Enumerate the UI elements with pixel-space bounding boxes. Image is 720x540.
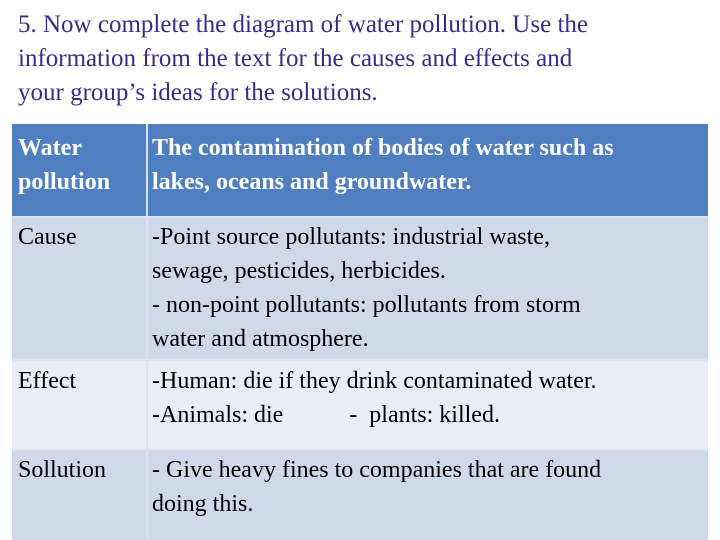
table-row-cause xyxy=(12,218,708,359)
definition-line-2: lakes, oceans and groundwater. xyxy=(152,169,472,195)
solution-label xyxy=(12,451,146,540)
cause-label-text: Cause xyxy=(18,224,77,250)
solution-line-1: - Give heavy fines to companies that are found xyxy=(152,457,602,483)
solution-line-2: doing this. xyxy=(152,491,254,517)
instructions-text xyxy=(18,8,708,110)
instructions-line-3: your group’s ideas for the solutions. xyxy=(18,79,378,106)
definition-cell xyxy=(148,124,708,216)
effect-line-2: -Animals: die - plants: killed. xyxy=(152,402,500,428)
effect-label-text: Effect xyxy=(18,368,77,394)
solution-label-text: Sollution xyxy=(18,457,107,483)
instructions-line-2: information from the text for the causes and effects and xyxy=(18,45,573,72)
effect-label xyxy=(12,361,146,449)
cause-line-1: -Point source pollutants: industrial waste, xyxy=(152,224,550,250)
table-row-effect xyxy=(12,361,708,449)
cause-line-4: water and atmosphere. xyxy=(152,326,369,352)
cause-label xyxy=(12,218,146,359)
solution-content xyxy=(148,451,708,540)
table-row-solution xyxy=(12,451,708,540)
water-pollution-table xyxy=(12,124,708,540)
term-line-1: Water xyxy=(18,135,82,161)
term-cell xyxy=(12,124,146,216)
effect-line-1: -Human: die if they drink contaminated water. xyxy=(152,368,597,394)
definition-line-1: The contamination of bodies of water such as xyxy=(152,135,614,161)
instructions-line-1: 5. Now complete the diagram of water pollution. Use the xyxy=(18,11,588,38)
term-line-2: pollution xyxy=(18,169,111,195)
cause-line-2: sewage, pesticides, herbicides. xyxy=(152,258,446,284)
cause-line-3: - non-point pollutants: pollutants from storm xyxy=(152,292,581,318)
cause-content xyxy=(148,218,708,359)
effect-content xyxy=(148,361,708,449)
table-header-row xyxy=(12,124,708,216)
